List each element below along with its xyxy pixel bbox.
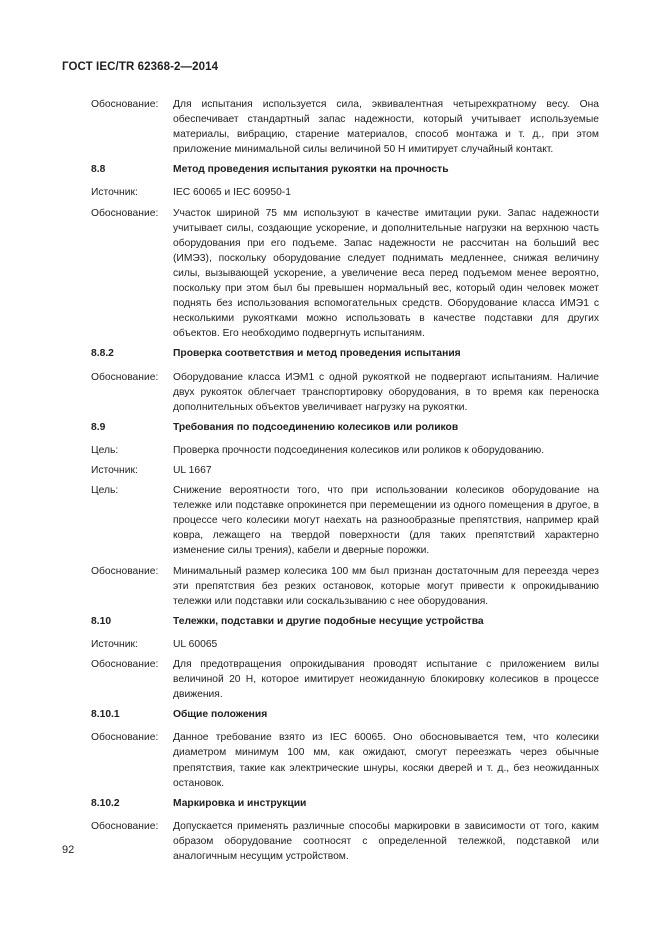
labeled-paragraph (91, 819, 599, 864)
paragraph-label: Обоснование: (91, 371, 159, 383)
paragraph-label: Обоснование: (91, 820, 159, 832)
paragraph-text: IEC 60065 и IEC 60950-1 (173, 187, 291, 199)
paragraph-label: Обоснование: (91, 565, 159, 577)
labeled-paragraph (91, 185, 599, 200)
paragraph-label: Обоснование: (91, 732, 159, 744)
document-header: ГОСТ IEC/TR 62368-2—2014 (62, 61, 219, 73)
labeled-paragraph (91, 564, 599, 609)
paragraph-label: Обоснование: (91, 99, 159, 110)
labeled-paragraph (91, 463, 599, 478)
paragraph-text: Данное требование взято из IEC 60065. Оно обосновывается тем, что колесики диаметром минимум 100 мм, как ожидают, смогут переезжать через обычные препятствия, такие как электрические шнуры, косяки дверей и т. д., без неожиданных остановок. (173, 732, 599, 789)
section-title: Проверка соответствия и метод проведения испытания (173, 348, 461, 360)
section-number: 8.10 (91, 615, 112, 627)
paragraph-text: Минимальный размер колесика 100 мм был признан достаточным для переезда через эти препятствия без резких остановок, которые могут привести к опрокидыванию тележки или подставки или соскальзыванию с нее оборудования. (173, 565, 599, 607)
labeled-paragraph (91, 97, 599, 157)
paragraph-label: Цель: (91, 444, 119, 456)
page-number: 92 (62, 844, 75, 856)
section-heading (91, 796, 599, 811)
section-title: Метод проведения испытания рукоятки на прочность (173, 164, 449, 176)
paragraph-text: UL 1667 (173, 464, 212, 476)
labeled-paragraph (91, 370, 599, 415)
paragraph-label: Цель: (91, 485, 119, 497)
section-heading (91, 420, 599, 435)
section-heading (91, 707, 599, 722)
paragraph-text: UL 60065 (173, 638, 218, 650)
section-title: Общие положения (173, 709, 268, 721)
section-title: Маркировка и инструкции (173, 797, 307, 809)
paragraph-label: Источник: (91, 464, 138, 476)
paragraph-label: Источник: (91, 187, 138, 199)
labeled-paragraph (91, 206, 599, 342)
section-number: 8.8 (91, 164, 106, 176)
paragraph-text: Для предотвращения опрокидывания проводят испытание с приложением вилы величиной 20 Н, которое имитирует неожиданную блокировку колесиков в процессе движения. (173, 659, 599, 701)
section-heading (91, 162, 599, 177)
paragraph-text: Проверка прочности подсоединения колесиков или роликов к оборудованию. (173, 444, 545, 456)
section-number: 8.10.2 (91, 797, 120, 809)
section-title: Требования по подсоединению колесиков или роликов (173, 421, 459, 433)
section-number: 8.8.2 (91, 348, 114, 360)
paragraph-text: Участок шириной 75 мм используют в качестве имитации руки. Запас надежности учитывает силы, создающие ускорение, и дополнительные нагрузки на верхнюю часть оборудования при его подъеме. Запас надежности не рассчитан на больший вес (ИМЭ3), поскольку оборудование следует поднимать медленнее, снижая величину силы, вызывающей ускорение, а увеличение веса перед подъемом менее вероятно, поскольку при этом был бы превышен нормальный вес, который один человек может поднять без использования вспомогательных средств. Оборудование класса ИМЭ1 с несколькими рукоятками можно использовать в качестве подставки для других объектов. Его необходимо подвергнуть испытаниям. (173, 207, 599, 340)
labeled-paragraph (91, 637, 599, 652)
labeled-paragraph (91, 483, 599, 558)
section-title: Тележки, подставки и другие подобные несущие устройства (173, 615, 484, 627)
document-body (91, 97, 599, 869)
paragraph-label: Источник: (91, 638, 138, 650)
labeled-paragraph (91, 730, 599, 790)
paragraph-text: Оборудование класса ИЭМ1 с одной рукояткой не подвергают испытаниям. Наличие двух рукояток облегчает транспортировку оборудования, в то время как переноска дополнительных объектов увеличивает нагрузку на рукоятки. (173, 371, 599, 413)
labeled-paragraph (91, 657, 599, 702)
section-number: 8.9 (91, 421, 106, 433)
labeled-paragraph (91, 443, 599, 458)
paragraph-text: Допускается применять различные способы маркировки в зависимости от того, каким образом оборудование соотносят с определенной тележкой, подставкой или аналогичным несущим устройством. (173, 820, 599, 863)
section-heading (91, 614, 599, 629)
paragraph-label: Обоснование: (91, 659, 159, 670)
paragraph-label: Обоснование: (91, 207, 159, 219)
section-number: 8.10.1 (91, 709, 120, 721)
paragraph-text: Снижение вероятности того, что при использовании колесиков оборудование на тележке или подставке опрокинется при перемещении из одного помещения в другое, в процессе чего колесики могут наехать на разнообразные препятствия, например край ковра, лежащего на твердой поверхности (для таких препятствий характерно изменение силы трения), кабели и дверные порожки. (173, 485, 599, 557)
paragraph-text: Для испытания используется сила, эквивалентная четырехкратному весу. Она обеспечивает стандартный запас надежности, который учитывает используемые материалы, вибрацию, старение материалов, способ монтажа и т. д., при этом приложение минимальной силы величиной 50 Н имитирует случайный контакт. (173, 99, 599, 156)
section-heading (91, 346, 599, 361)
